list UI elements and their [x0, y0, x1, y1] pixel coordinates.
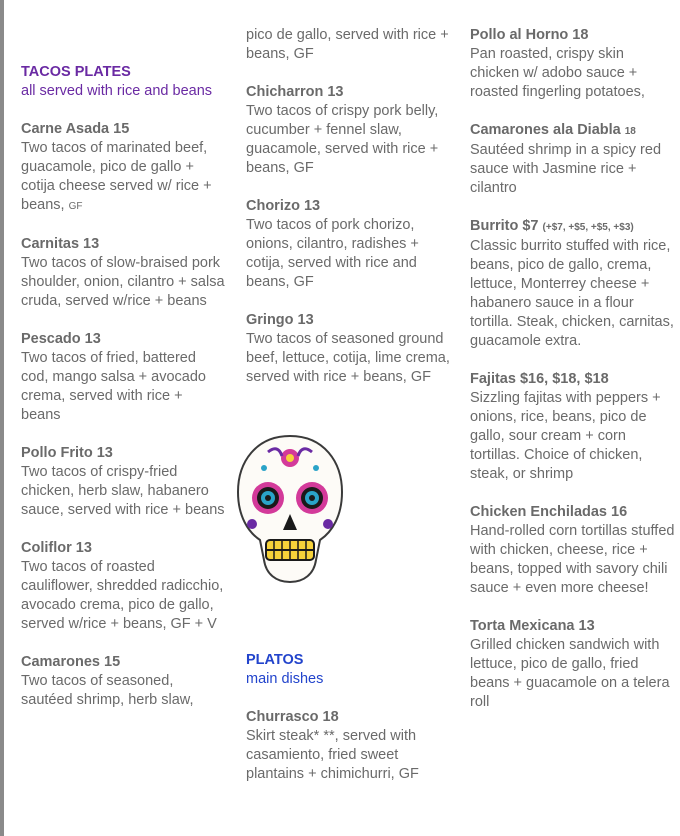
- item-price-extras: (+$7, +$5, +$5, +$3): [542, 222, 634, 233]
- item-desc: Two tacos of pork chorizo, onions, cilantro, radishes + cotija, served with rice and beans, GF: [246, 217, 419, 290]
- item-desc: Pan roasted, crispy skin chicken w/ adobo sauce + roasted fingerling potatoes,: [470, 46, 645, 100]
- item-name: Burrito $7 (+$7, +$5, +$5, +$3): [470, 218, 634, 234]
- menu-item-burrito: [470, 217, 675, 351]
- menu-item-carne-asada: [21, 120, 226, 216]
- item-desc: Hand-rolled corn tortillas stuffed with chicken, cheese, rice + beans, topped with savory chili sauce + even more cheese!: [470, 523, 675, 596]
- column-right: [470, 26, 675, 731]
- item-desc: Two tacos of crispy pork belly, cucumber + fennel slaw, guacamole, served with rice + beans, GF: [246, 103, 439, 176]
- menu-item-pollo-frito: [21, 444, 226, 520]
- item-desc: Two tacos of roasted cauliflower, shredded radicchio, avocado crema, pico de gallo, served w/rice + beans, GF + V: [21, 559, 224, 632]
- section-title-tacos: TACOS PLATES: [21, 64, 131, 80]
- item-name: Camarones ala Diabla 18: [470, 122, 636, 138]
- item-desc: Two tacos of seasoned, sautéed shrimp, herb slaw,: [21, 673, 194, 708]
- section-platos: [246, 651, 451, 803]
- column-tacos: [21, 63, 226, 729]
- item-name: Pollo Frito 13: [21, 445, 113, 461]
- column-middle: [246, 26, 451, 406]
- item-desc: Two tacos of marinated beef, guacamole, pico de gallo + cotija cheese served w/ rice + beans, GF: [21, 140, 212, 213]
- item-desc: Sizzling fajitas with peppers + onions, rice, beans, pico de gallo, sour cream + corn tortillas. Choice of chicken, steak, or shrimp: [470, 390, 661, 482]
- menu-item-gringo: [246, 311, 451, 387]
- item-desc: Two tacos of fried, battered cod, mango salsa + avocado crema, served with rice + beans: [21, 350, 206, 423]
- item-name: Gringo 13: [246, 312, 314, 328]
- item-desc: Grilled chicken sandwich with lettuce, pico de gallo, fried beans + guacamole on a telera roll: [470, 637, 670, 710]
- menu-item-pollo-al-horno: [470, 26, 675, 102]
- menu-item-camarones-diabla: [470, 121, 675, 198]
- item-name: Pollo al Horno 18: [470, 27, 589, 43]
- item-name: Fajitas $16, $18, $18: [470, 371, 609, 387]
- item-name: Chicken Enchiladas 16: [470, 504, 628, 520]
- menu-item-carnitas: [21, 235, 226, 311]
- item-name: Churrasco 18: [246, 709, 339, 725]
- item-desc: Skirt steak* **, served with casamiento, fried sweet plantains + chimichurri, GF: [246, 728, 419, 782]
- menu-item-pescado: [21, 330, 226, 425]
- menu-item-churrasco: [246, 708, 451, 784]
- continued-desc: pico de gallo, served with rice + beans, GF: [246, 27, 449, 62]
- section-subtitle-platos: main dishes: [246, 671, 324, 687]
- section-subtitle-tacos: all served with rice and beans: [21, 83, 213, 99]
- menu-item-chicharron: [246, 83, 451, 178]
- item-name: Pescado 13: [21, 331, 101, 347]
- item-name: Chicharron 13: [246, 84, 344, 100]
- menu-item-chorizo: [246, 197, 451, 292]
- item-desc: Classic burrito stuffed with rice, beans, pico de gallo, crema, lettuce, Monterrey cheese + habanero sauce in a flour tortilla. Steak, chicken, carnitas, guacamole extra.: [470, 238, 674, 349]
- section-title-platos: PLATOS: [246, 652, 304, 668]
- item-name: Torta Mexicana 13: [470, 618, 595, 634]
- item-name: Carnitas 13: [21, 236, 100, 252]
- item-price: 18: [624, 126, 636, 137]
- item-name: Carne Asada 15: [21, 121, 130, 137]
- menu-item-camarones: [21, 653, 226, 710]
- item-name: Camarones 15: [21, 654, 121, 670]
- item-desc: Two tacos of seasoned ground beef, lettuce, cotija, lime crema, served with rice + beans, GF: [246, 331, 450, 385]
- sugar-skull-icon: [228, 428, 352, 592]
- item-desc: Sautéed shrimp in a spicy red sauce with Jasmine rice + cilantro: [470, 142, 662, 196]
- menu-item-fajitas: [470, 370, 675, 484]
- menu-item-chicken-enchiladas: [470, 503, 675, 598]
- item-name: Coliflor 13: [21, 540, 92, 556]
- menu-item-torta-mexicana: [470, 617, 675, 712]
- menu-item-coliflor: [21, 539, 226, 634]
- page-edge: [0, 0, 4, 836]
- item-name: Chorizo 13: [246, 198, 321, 214]
- item-desc: Two tacos of crispy-fried chicken, herb slaw, habanero sauce, served with rice + beans: [21, 464, 225, 518]
- item-desc: Two tacos of slow-braised pork shoulder, onion, cilantro + salsa cruda, served w/rice + beans: [21, 255, 225, 309]
- gf-tag: GF: [68, 201, 83, 212]
